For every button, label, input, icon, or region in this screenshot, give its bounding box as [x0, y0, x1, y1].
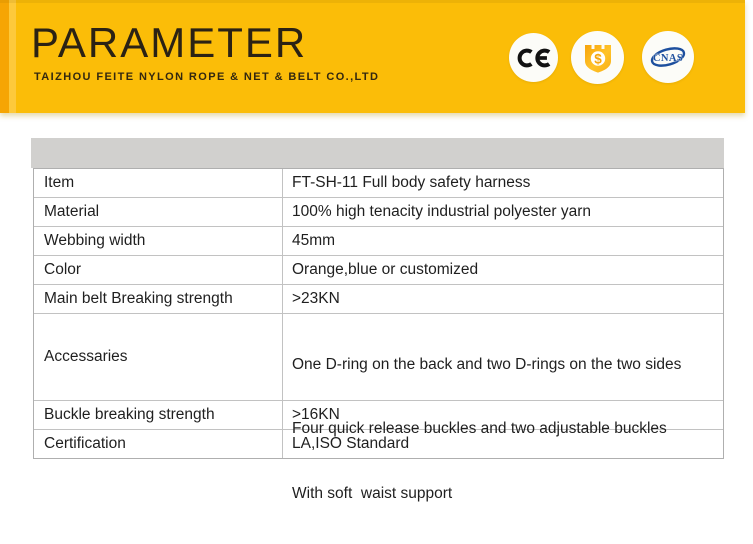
cnas-certification-icon [642, 31, 694, 83]
company-name: TAIZHOU FEITE NYLON ROPE & NET & BELT CO.,LTD [34, 71, 380, 83]
table-row-buckle-strength [34, 400, 723, 429]
table-row-color [34, 255, 723, 284]
specification-table [33, 168, 724, 502]
row-label: Main belt Breaking strength [34, 285, 283, 313]
table-row-item [34, 169, 723, 197]
row-label: Accessaries [34, 314, 283, 400]
page-title: PARAMETER [31, 19, 308, 66]
parameter-banner [0, 0, 745, 113]
row-value: >16KN [292, 406, 340, 423]
row-label: Buckle breaking strength [34, 401, 283, 429]
row-label: Certification [34, 430, 283, 458]
row-value: FT-SH-11 Full body safety harness [292, 174, 531, 191]
row-label: Material [34, 198, 283, 226]
table-row-certification [34, 429, 723, 458]
table-row-material [34, 197, 723, 226]
accessory-line: Four quick release buckles and two adjustable buckles [292, 420, 667, 438]
trade-assurance-icon [571, 31, 624, 84]
ce-mark-glyph [517, 47, 551, 69]
row-label: Color [34, 256, 283, 284]
row-label: Webbing width [34, 227, 283, 255]
row-value: >23KN [292, 290, 340, 307]
row-value: 45mm [292, 232, 336, 249]
dollar-sign: $ [593, 50, 602, 66]
row-value: 100% high tenacity industrial polyester yarn [292, 203, 591, 220]
accessory-line: With soft waist support [292, 484, 453, 502]
cnas-logo-glyph [647, 36, 689, 78]
row-label: Item [34, 169, 283, 197]
gold-shield-glyph [578, 38, 618, 78]
cnas-label: CNAS [652, 52, 684, 64]
table-header-band [31, 138, 724, 168]
accessory-line: One D-ring on the back and two D-rings on the two sides [292, 356, 682, 373]
table-row-webbing-width [34, 226, 723, 255]
certification-badges [503, 0, 723, 113]
ce-certification-icon [509, 33, 558, 82]
row-value: Orange,blue or customized [292, 261, 479, 278]
row-value: LA,ISO Standard [292, 435, 410, 452]
table-row-main-belt-strength [34, 284, 723, 313]
